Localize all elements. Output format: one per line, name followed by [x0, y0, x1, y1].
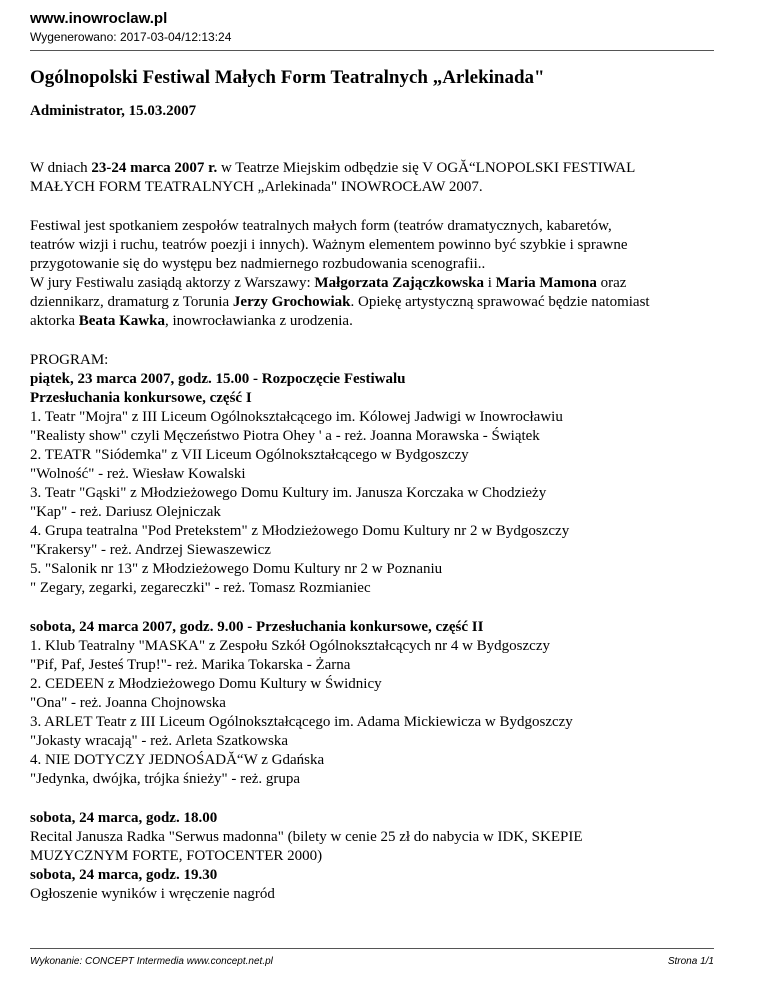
page-header [30, 10, 720, 45]
program-friday [30, 351, 720, 598]
program-entry: 1. Teatr "Mojra" z III Liceum Ogólnokształcącego im. Kólowej Jadwigi w Inowrocławiu [30, 409, 563, 425]
article-author-date: Administrator, 15.03.2007 [30, 103, 197, 119]
program-entry: 3. ARLET Teatr z III Liceum Ogólnokształcącego im. Adama Mickiewicza w Bydgoszczy [30, 714, 573, 730]
jury-member: Małgorzata Zajączkowska [314, 275, 484, 291]
jury-text: , inowrocławianka z urodzenia. [164, 313, 353, 329]
friday-title: piątek, 23 marca 2007, godz. 15.00 - Rozpoczęcie Festiwalu [30, 371, 406, 387]
about-line: teatrów wizji i ruchu, teatrów poezji i innych). Ważnym elementem powinno być szybkie i sprawne [30, 237, 628, 253]
article [30, 66, 720, 904]
program-entry: 4. Grupa teatralna "Pod Pretekstem" z Młodzieżowego Domu Kultury nr 2 w Bydgoszczy [30, 523, 570, 539]
intro-text: w Teatrze Miejskim odbędzie się V OGĂ“LNOPOLSKI FESTIWAL [217, 160, 636, 176]
jury-text: dziennikarz, dramaturg z Torunia [30, 294, 233, 310]
saturday-title: sobota, 24 marca 2007, godz. 9.00 - Przesłuchania konkursowe, część II [30, 619, 484, 635]
jury-text: . Opiekę artystyczną sprawować będzie natomiast [350, 294, 650, 310]
program-entry: 2. CEDEEN z Młodzieżowego Domu Kultury w Świdnicy [30, 676, 382, 692]
program-entry: 5. "Salonik nr 13" z Młodzieżowego Domu Kultury nr 2 w Poznaniu [30, 561, 443, 577]
program-saturday [30, 618, 720, 789]
about-line: Festiwal jest spotkaniem zespołów teatralnych małych form (teatrów dramatycznych, kabaretów, [30, 218, 612, 234]
jury-member: Jerzy Grochowiak [232, 294, 351, 310]
program-entry: 2. TEATR "Siódemka" z VII Liceum Ogólnokształcącego w Bydgoszczy [30, 447, 469, 463]
jury-text: aktorka [30, 313, 79, 329]
jury-line-2 [30, 293, 720, 312]
intro-line-1 [30, 159, 720, 178]
footer-divider [30, 948, 714, 949]
program-entry: 1. Klub Teatralny "MASKA" z Zespołu Szkół Ogólnokształcących nr 4 w Bydgoszczy [30, 638, 550, 654]
about-line: przygotowanie się do występu bez nadmiernego rozbudowania scenografii.. [30, 256, 486, 272]
recital-title: sobota, 24 marca, godz. 18.00 [30, 810, 218, 826]
intro-line-2: MAŁYCH FORM TEATRALNYCH „Arlekinada" INOWROCŁAW 2007. [30, 179, 483, 195]
program-evening [30, 809, 720, 904]
jury-line-3 [30, 312, 720, 331]
program-entry: 4. NIE DOTYCZY JEDNOŚADĂ“W z Gdańska [30, 752, 325, 768]
program-entry: "Realisty show" czyli Męczeństwo Piotra Ohey ' a - reż. Joanna Morawska - Świątek [30, 428, 540, 444]
program-heading: PROGRAM: [30, 352, 109, 368]
program-entry: " Zegary, zegarki, zegareczki" - reż. Tomasz Rozmianiec [30, 580, 371, 596]
intro-text: W dniach [30, 160, 92, 176]
about-paragraph [30, 217, 720, 331]
jury-text: oraz [596, 275, 627, 291]
site-url: www.inowroclaw.pl [30, 10, 168, 27]
jury-member: Maria Mamona [495, 275, 597, 291]
program-entry: 3. Teatr "Gąski" z Młodzieżowego Domu Kultury im. Janusza Korczaka w Chodzieży [30, 485, 547, 501]
generated-timestamp: Wygenerowano: 2017-03-04/12:13:24 [30, 30, 232, 44]
program-entry: "Jedynka, dwójka, trójka śnieży" - reż. grupa [30, 771, 301, 787]
awards-title: sobota, 24 marca, godz. 19.30 [30, 867, 218, 883]
jury-text: W jury Festiwalu zasiądą aktorzy z Warszawy: [30, 275, 315, 291]
program-entry: "Jokasty wracają" - reż. Arleta Szatkowska [30, 733, 288, 749]
jury-text: i [483, 275, 496, 291]
awards-line: Ogłoszenie wyników i wręczenie nagród [30, 886, 275, 902]
jury-line-1 [30, 274, 720, 293]
intro-paragraph [30, 159, 720, 197]
friday-subtitle: Przesłuchania konkursowe, część I [30, 390, 252, 406]
recital-line: Recital Janusza Radka "Serwus madonna" (bilety w cenie 25 zł do nabycia w IDK, SKEPIE [30, 829, 583, 845]
header-divider [30, 50, 714, 51]
program-entry: "Pif, Paf, Jesteś Trup!"- reż. Marika Tokarska - Żarna [30, 657, 351, 673]
program-entry: "Wolność" - reż. Wiesław Kowalski [30, 466, 246, 482]
footer-credit: Wykonanie: CONCEPT Intermedia www.concept.net.pl [30, 956, 273, 967]
intro-dates: 23-24 marca 2007 r. [91, 160, 218, 176]
program-entry: "Krakersy" - reż. Andrzej Siewaszewicz [30, 542, 271, 558]
article-title: Ogólnopolski Festiwal Małych Form Teatralnych „Arlekinada" [30, 67, 545, 88]
artistic-director: Beata Kawka [78, 313, 165, 329]
page-number: Strona 1/1 [667, 956, 714, 967]
program-entry: "Kap" - reż. Dariusz Olejniczak [30, 504, 221, 520]
recital-line: MUZYCZNYM FORTE, FOTOCENTER 2000) [30, 848, 323, 864]
program-entry: "Ona" - reż. Joanna Chojnowska [30, 695, 226, 711]
